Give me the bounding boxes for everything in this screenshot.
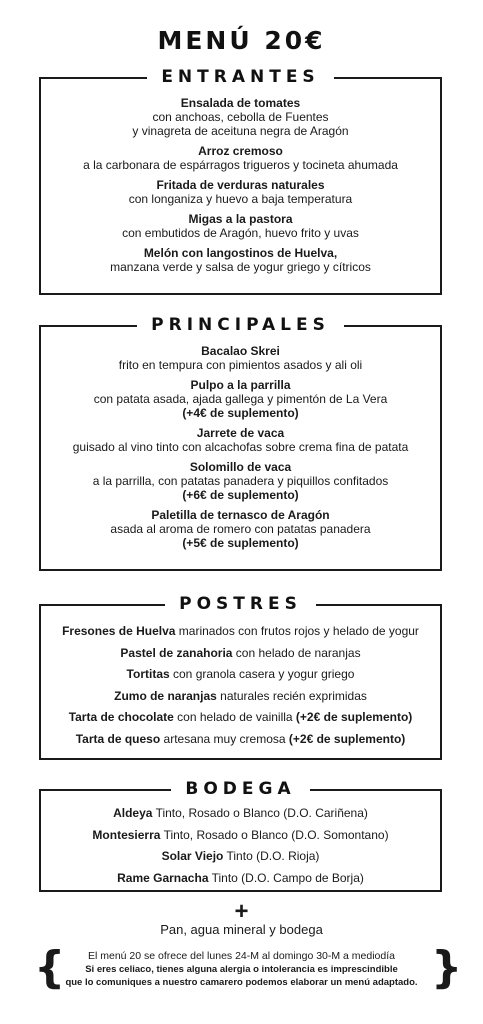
list-item (41, 689, 440, 703)
section-title-bodega: BODEGA (171, 779, 309, 799)
dish-supplement: (+4€ de suplemento) (182, 406, 299, 420)
item-name: Montesierra (92, 827, 161, 842)
dish-name: Jarrete de vaca (196, 426, 285, 440)
dish-item (41, 212, 440, 240)
dish-description: manzana verde y salsa de yogur griego y cítricos (110, 260, 371, 274)
footer-allergy-note: Si eres celiaco, tienes alguna alergia o intolerancia es imprescindible (85, 964, 398, 975)
item-description: con helado de naranjas (232, 645, 361, 660)
dish-item (41, 460, 440, 502)
dish-description: asada al aroma de romero con patatas panadera (110, 522, 371, 536)
item-supplement: (+2€ de suplemento) (295, 710, 413, 724)
dish-description: a la parrilla, con patatas panadera y piquillos confitados (92, 474, 389, 488)
dish-description: guisado al vino tinto con alcachofas sobre crema fina de patata (72, 440, 409, 454)
dish-name: Fritada de verduras naturales (156, 178, 325, 192)
dish-name: Melón con langostinos de Huelva, (143, 246, 338, 260)
item-name: Pastel de zanahoria (120, 645, 233, 660)
dish-name: Solomillo de vaca (189, 460, 292, 474)
item-name: Rame Garnacha (117, 870, 209, 885)
item-description: Tinto, Rosado o Blanco (D.O. Cariñena) (152, 806, 368, 820)
dish-supplement: (+6€ de suplemento) (182, 488, 299, 502)
bodega-list (41, 791, 440, 885)
item-name: Tortitas (126, 667, 170, 681)
menu-title: MENÚ 20€ (157, 26, 326, 55)
dish-description: con longaniza y huevo a baja temperatura (128, 192, 353, 206)
dish-name: Arroz cremoso (198, 144, 283, 158)
footer-allergy-note-2: que lo comuniques a nuestro camarero podemos elaborar un menú adaptado. (65, 977, 418, 988)
dish-description: con embutidos de Aragón, huevo frito y uvas (122, 226, 359, 240)
entrantes-list (41, 79, 440, 274)
dish-name: Ensalada de tomates (180, 96, 301, 110)
item-name: Tarta de queso (75, 731, 161, 746)
dish-description: con patata asada, ajada gallega y pimentón de La Vera (93, 392, 388, 406)
item-name: Solar Viejo (161, 849, 224, 863)
dish-item (41, 144, 440, 172)
principales-list (41, 327, 440, 550)
dish-item (41, 246, 440, 274)
left-brace-icon: { (34, 942, 66, 993)
item-description: Tinto, Rosado o Blanco (D.O. Somontano) (160, 827, 389, 842)
item-description: Tinto (D.O. Campo de Borja) (208, 870, 364, 885)
list-item (41, 806, 440, 820)
item-description: con helado de vainilla (173, 710, 296, 724)
item-name: Fresones de Huelva (62, 624, 176, 638)
section-title-principales: PRINCIPALES (137, 315, 344, 335)
item-name: Aldeya (113, 806, 153, 820)
dish-item (41, 378, 440, 420)
plus-icon: + (234, 898, 249, 925)
item-description: Tinto (D.O. Rioja) (223, 849, 320, 863)
item-supplement: (+2€ de suplemento) (288, 731, 406, 746)
dish-name: Paletilla de ternasco de Aragón (151, 508, 330, 522)
list-item (41, 828, 440, 842)
list-item (41, 646, 440, 660)
dish-item (41, 508, 440, 550)
list-item (41, 732, 440, 746)
dish-item (41, 426, 440, 454)
item-description: con granola casera y yogur griego (169, 667, 355, 681)
list-item (41, 710, 440, 724)
item-description: naturales recién exprimidas (216, 688, 367, 703)
dish-description: con anchoas, cebolla de Fuentes (152, 110, 329, 124)
item-description: marinados con frutos rojos y helado de yogur (175, 624, 419, 638)
item-name: Tarta de chocolate (68, 710, 174, 724)
footer-notice (50, 950, 433, 989)
list-item (41, 849, 440, 863)
section-postres (39, 594, 442, 760)
included-extras: Pan, agua mineral y bodega (160, 922, 323, 937)
section-principales (39, 315, 442, 571)
dish-item (41, 96, 440, 138)
section-title-entrantes: ENTRANTES (147, 67, 333, 87)
dish-name: Bacalao Skrei (201, 344, 280, 358)
dish-item (41, 344, 440, 372)
dish-supplement: (+5€ de suplemento) (182, 536, 299, 550)
section-bodega (39, 779, 442, 892)
list-item (41, 871, 440, 885)
item-name: Zumo de naranjas (114, 688, 217, 703)
list-item (41, 624, 440, 638)
dish-description: frito en tempura con pimientos asados y ali oli (118, 358, 363, 372)
dish-description: a la carbonara de espárragos trigueros y tocineta ahumada (83, 158, 398, 172)
right-brace-icon: } (431, 942, 463, 993)
footer-availability: El menú 20 se ofrece del lunes 24-M al domingo 30-M a mediodía (87, 950, 395, 962)
section-entrantes (39, 67, 442, 295)
item-description: artesana muy cremosa (160, 731, 289, 746)
postres-list (41, 606, 440, 746)
dish-name: Pulpo a la parrilla (190, 378, 291, 392)
list-item (41, 667, 440, 681)
dish-item (41, 178, 440, 206)
dish-name: Migas a la pastora (188, 212, 293, 226)
dish-description: y vinagreta de aceituna negra de Aragón (132, 124, 349, 138)
section-title-postres: POSTRES (165, 594, 316, 614)
